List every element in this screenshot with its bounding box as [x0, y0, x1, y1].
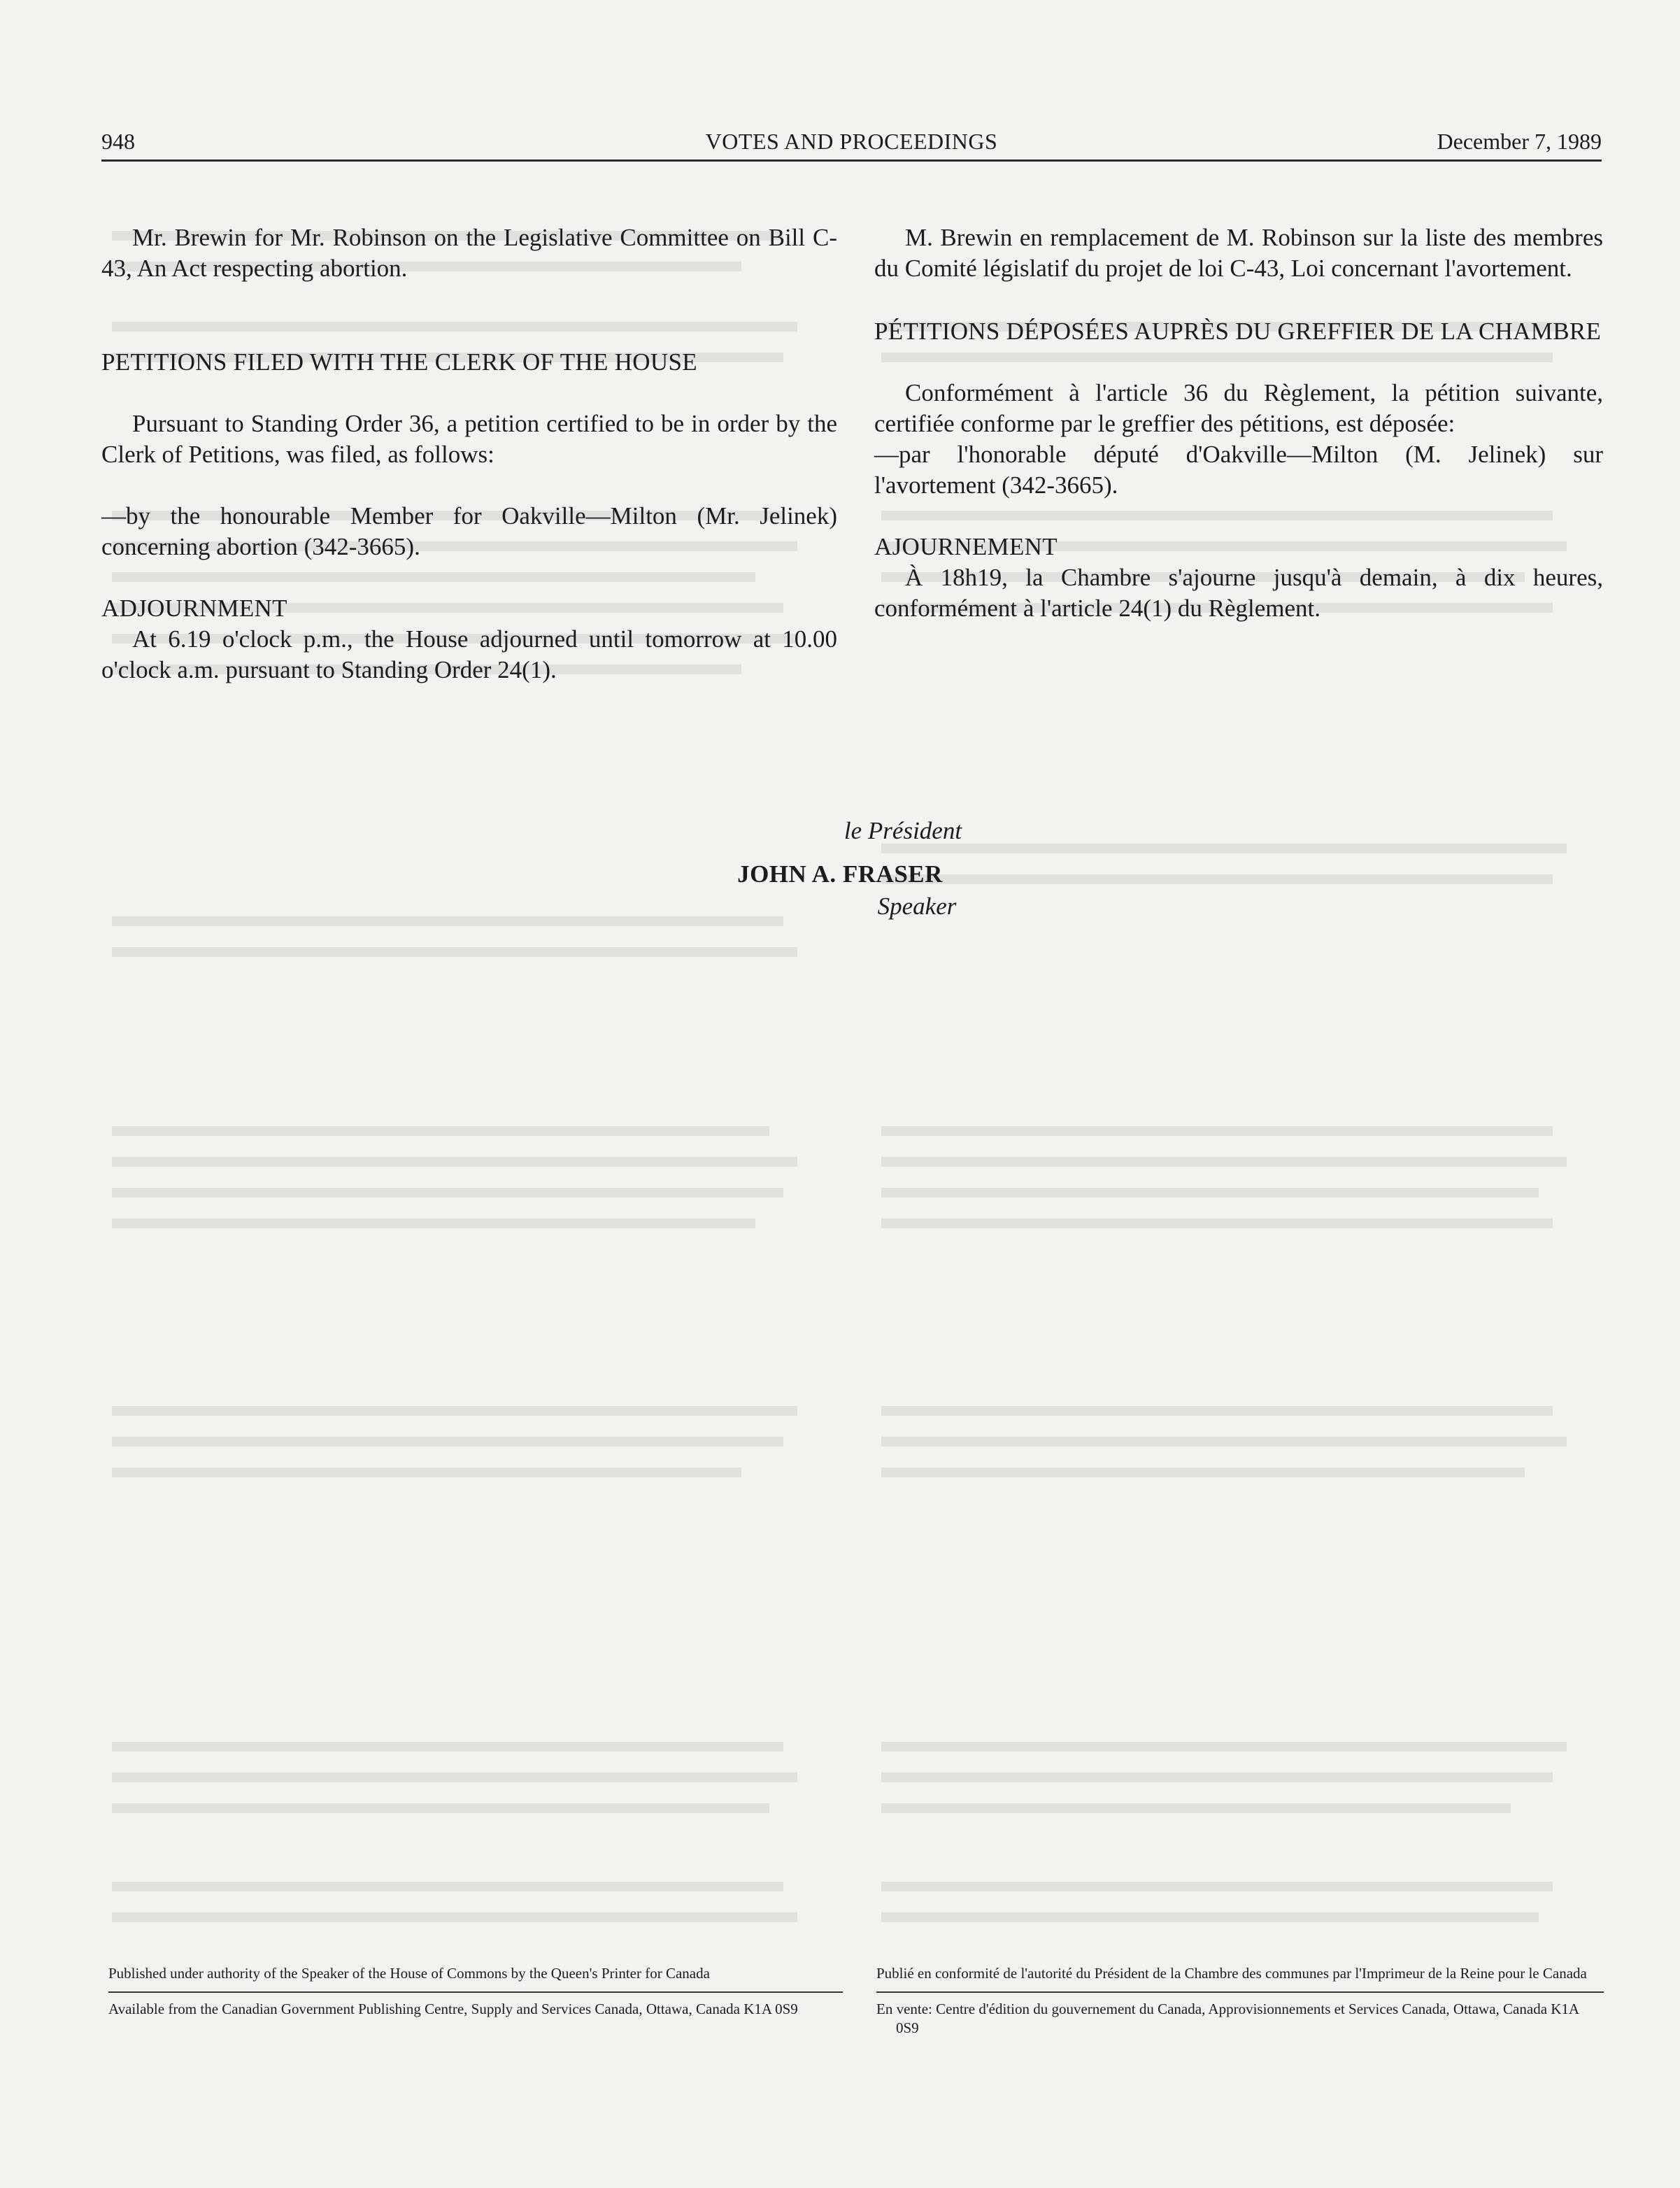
- adjournment-paragraph: At 6.19 o'clock p.m., the House adjourned until tomorrow at 10.00 o'clock a.m. pursuant to Standing Order 24(1).: [101, 625, 837, 683]
- membership-change-paragraph: Mr. Brewin for Mr. Robinson on the Legislative Committee on Bill C-43, An Act respecting abortion.: [101, 224, 837, 282]
- french-column: [874, 222, 1603, 624]
- petitions-heading-fr: PÉTITIONS DÉPOSÉES AUPRÈS DU GREFFIER DE LA CHAMBRE: [874, 318, 1602, 345]
- petition-item: —by the honourable Member for Oakville—Milton (Mr. Jelinek) concerning abortion (342-3665).: [101, 502, 837, 560]
- english-column: [101, 222, 837, 685]
- adjournment-heading-fr: AJOURNEMENT: [874, 533, 1058, 560]
- imprint-divider-fr: [876, 1991, 1604, 1993]
- imprint-published-en: Published under authority of the Speaker of the House of Commons by the Queen's Printer for Canada: [108, 1965, 710, 1982]
- signature-title: Speaker: [877, 893, 957, 920]
- imprint-published-fr: Publié en conformité de l'autorité du Président de la Chambre des communes par l'Imprimeur de la Reine pour le Canada: [876, 1965, 1587, 1982]
- running-title: VOTES AND PROCEEDINGS: [705, 129, 998, 154]
- signature-role: le Président: [843, 817, 962, 844]
- imprint-available-fr: En vente: Centre d'édition du gouvernement du Canada, Approvisionnements et Services Canada, Ottawa, Canada K1A 0S9: [876, 2001, 1579, 2036]
- imprint-french: [876, 1964, 1604, 2038]
- imprint-english: [108, 1964, 843, 2019]
- petitions-intro-paragraph-fr: Conformément à l'article 36 du Règlement, la pétition suivante, certifiée conforme par le greffier des pétitions, est déposée:: [874, 379, 1603, 437]
- page-number: 948: [101, 129, 135, 154]
- petitions-heading: PETITIONS FILED WITH THE CLERK OF THE HOUSE: [101, 348, 697, 376]
- adjournment-heading: ADJOURNMENT: [101, 595, 287, 622]
- petitions-intro-paragraph: Pursuant to Standing Order 36, a petition certified to be in order by the Clerk of Petitions, was filed, as follows:: [101, 410, 837, 468]
- imprint-available-en: Available from the Canadian Government Publishing Centre, Supply and Services Canada, Ottawa, Canada K1A 0S9: [108, 2001, 798, 2017]
- signature-block: [0, 815, 1680, 923]
- petition-item-fr: —par l'honorable député d'Oakville—Milton (M. Jelinek) sur l'avortement (342-3665).: [874, 441, 1603, 499]
- signature-name: JOHN A. FRASER: [737, 860, 943, 888]
- membership-change-paragraph-fr: M. Brewin en remplacement de M. Robinson sur la liste des membres du Comité législatif du projet de loi C-43, Loi concernant l'avortement.: [874, 224, 1603, 282]
- adjournment-paragraph-fr: À 18h19, la Chambre s'ajourne jusqu'à demain, à dix heures, conformément à l'article 24(1) du Règlement.: [874, 564, 1603, 622]
- imprint-divider: [108, 1991, 843, 1993]
- running-header: [101, 125, 1602, 162]
- header-date: December 7, 1989: [1437, 129, 1602, 154]
